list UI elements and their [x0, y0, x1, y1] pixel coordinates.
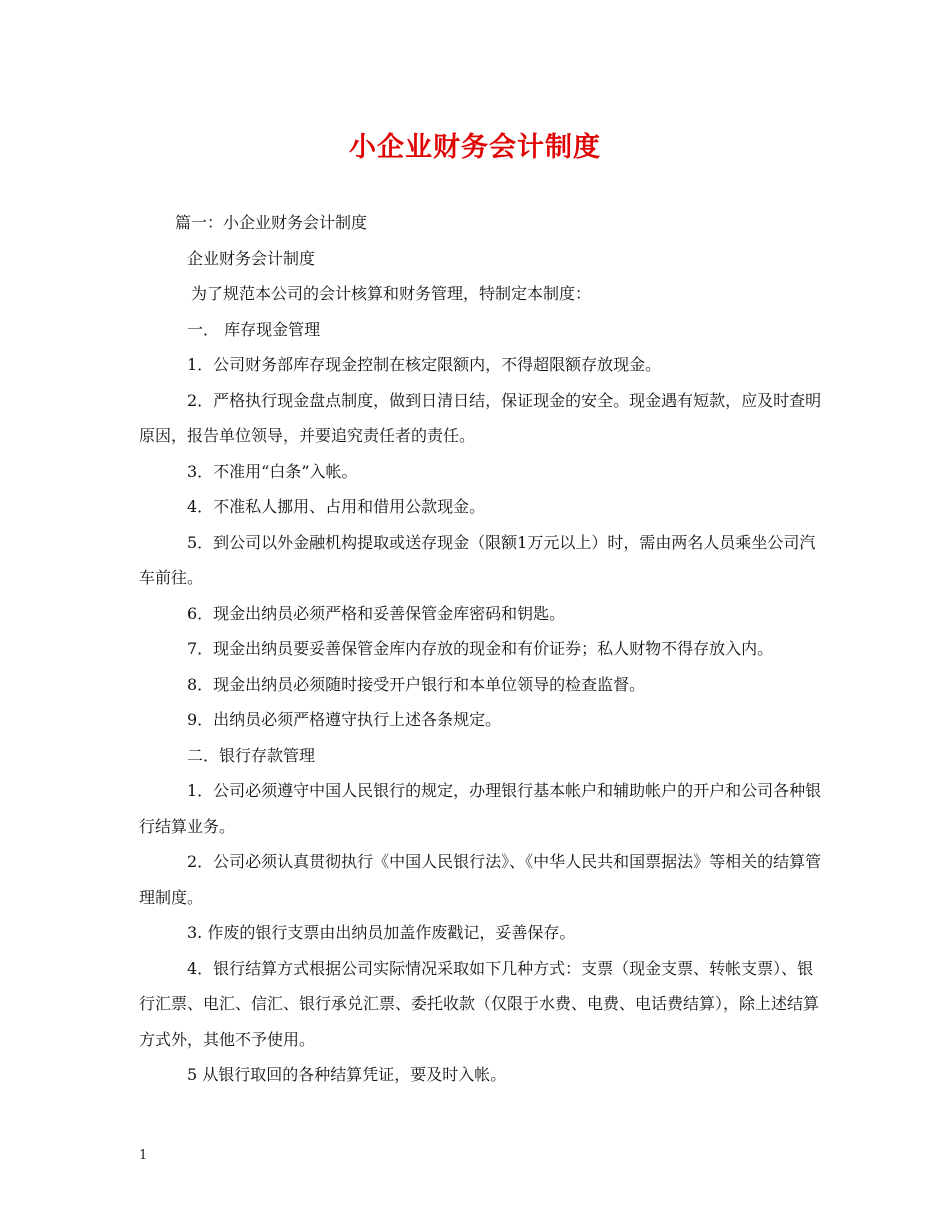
paragraph-section-2-heading: 二．银行存款管理: [187, 745, 316, 765]
page-number: 1: [139, 1148, 148, 1163]
paragraph-item: 4．不准私人挪用、占用和借用公款现金。: [187, 497, 486, 516]
paragraph-item: 2．严格执行现金盘点制度，做到日清日结，保证现金的安全。现金遇有短款，应及时查明原因，报告单位领导，并要追究责任者的责任。: [139, 390, 822, 445]
paragraph-item: 1．公司财务部库存现金控制在核定限额内，不得超限额存放现金。: [187, 355, 662, 374]
paragraph-item: 6．现金出纳员必须严格和妥善保管金库密码和钥匙。: [187, 603, 566, 623]
document-body: [139, 205, 829, 1093]
paragraph-item: 3．不准用“白条”入帐。: [187, 461, 358, 481]
paragraph-item: 7．现金出纳员要妥善保管金库内存放的现金和有价证券；私人财物不得存放入内。: [187, 639, 774, 658]
paragraph-item: 1．公司必须遵守中国人民银行的规定，办理银行基本帐户和辅助帐户的开户和公司各种银行结算业务。: [139, 781, 822, 836]
paragraph-item: 5．到公司以外金融机构提取或送存现金（限额1万元以上）时，需由两名人员乘坐公司汽车前往。: [139, 532, 816, 587]
paragraph-subtitle: 企业财务会计制度: [187, 248, 316, 268]
paragraph-heading-section: 篇一：小企业财务会计制度: [175, 213, 368, 232]
document-title: 小企业财务会计制度: [349, 132, 601, 163]
paragraph-item: 5 从银行取回的各种结算凭证，要及时入帐。: [187, 1065, 507, 1084]
paragraph-item: 3. 作废的银行支票由出纳员加盖作废戳记，妥善保存。: [187, 923, 576, 942]
paragraph-intro: 为了规范本公司的会计核算和财务管理，特制定本制度：: [191, 284, 592, 303]
paragraph-item: 9．出纳员必须严格遵守执行上述各条规定。: [187, 710, 502, 729]
paragraph-item: 2．公司必须认真贯彻执行《中国人民银行法》、《中华人民共和国票据法》等相关的结算管理制度。: [139, 852, 822, 907]
paragraph-item: 4．银行结算方式根据公司实际情况采取如下几种方式：支票（现金支票、转帐支票）、银行汇票、电汇、信汇、银行承兑汇票、委托收款（仅限于水费、电费、电话费结算），除上述结算方式外，其他不予使用。: [139, 958, 820, 1049]
paragraph-item: 8．现金出纳员必须随时接受开户银行和本单位领导的检查监督。: [187, 674, 646, 694]
paragraph-section-1-heading: 一． 库存现金管理: [187, 319, 321, 339]
